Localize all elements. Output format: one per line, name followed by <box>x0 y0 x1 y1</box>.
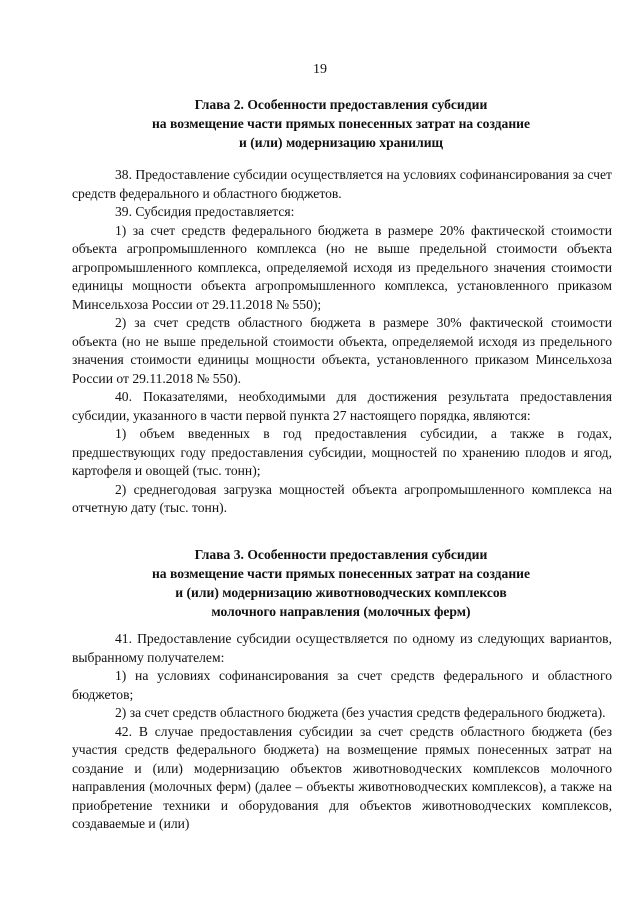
paragraph-39: 39. Субсидия предоставляется: <box>115 204 295 219</box>
paragraph-38: 38. Предоставление субсидии осуществляется на условиях софинансирования за счет средств федерального и областного бюджетов. <box>72 167 612 201</box>
chapter-3-heading-line: на возмещение части прямых понесенных затрат на создание <box>151 566 531 581</box>
paragraph-40: 40. Показателями, необходимыми для достижения результата предоставления субсидии, указанного в части первой пункта 27 настоящего порядка, являются: <box>72 389 612 423</box>
paragraph-42: 42. В случае предоставления субсидии за счет средств областного бюджета (без участия средств федерального бюджета) на возмещение прямых понесенных затрат на создание и (или) модернизацию объектов животноводческих комплексов молочного направления (молочных ферм) (далее – объекты животноводческих комплексов), а также на приобретение техники и оборудования для объектов животноводческих комплексов, создаваемые и (или) <box>72 723 612 831</box>
page-number: 19 <box>313 62 327 77</box>
paragraph-41-item-1: 1) на условиях софинансирования за счет средств федерального и областного бюджетов; <box>72 668 612 702</box>
chapter-2-heading-line: и (или) модернизацию хранилищ <box>238 135 444 150</box>
paragraph-39-item-2: 2) за счет средств областного бюджета в размере 30% фактической стоимости объекта (но не выше предельной стоимости объекта, определяемой исходя из предельного значения стоимости единицы мощности объекта, установленного приказом Минсельхоза России от 29.11.2018 № 550). <box>72 315 612 386</box>
paragraph-41-item-2: 2) за счет средств областного бюджета (без участия средств федерального бюджета). <box>115 705 606 720</box>
chapter-2-heading-line: Глава 2. Особенности предоставления субсидии <box>194 97 488 112</box>
chapter-3-heading-line: молочного направления (молочных ферм) <box>211 604 471 619</box>
paragraph-41: 41. Предоставление субсидии осуществляется по одному из следующих вариантов, выбранному получателем: <box>72 631 612 665</box>
chapter-2-heading-line: на возмещение части прямых понесенных затрат на создание <box>151 116 531 131</box>
chapter-3-body <box>72 630 612 834</box>
paragraph-40-item-2: 2) среднегодовая загрузка мощностей объекта агропромышленного комплекса на отчетную дату (тыс. тонн). <box>72 481 612 515</box>
chapter-3-heading-line: Глава 3. Особенности предоставления субсидии <box>194 547 488 562</box>
paragraph-40-item-1: 1) объем введенных в год предоставления субсидии, а также в годах, предшествующих году предоставления субсидии, мощностей по хранению плодов и ягод, картофеля и овощей (тыс. тонн); <box>72 426 612 478</box>
paragraph-39-item-1: 1) за счет средств федерального бюджета в размере 20% фактической стоимости объекта агропромышленного комплекса (но не выше предельной стоимости объекта агропромышленного комплекса, определяемой исходя из предельного значения стоимости единицы мощности объекта агропромышленного комплекса, установленного приказом Минсельхоза России от 29.11.2018 № 550); <box>72 222 612 312</box>
chapter-2-body <box>72 166 612 518</box>
chapter-3-heading <box>70 545 612 621</box>
chapter-2-heading <box>70 95 612 152</box>
chapter-3-heading-line: и (или) модернизацию животноводческих комплексов <box>175 585 507 600</box>
